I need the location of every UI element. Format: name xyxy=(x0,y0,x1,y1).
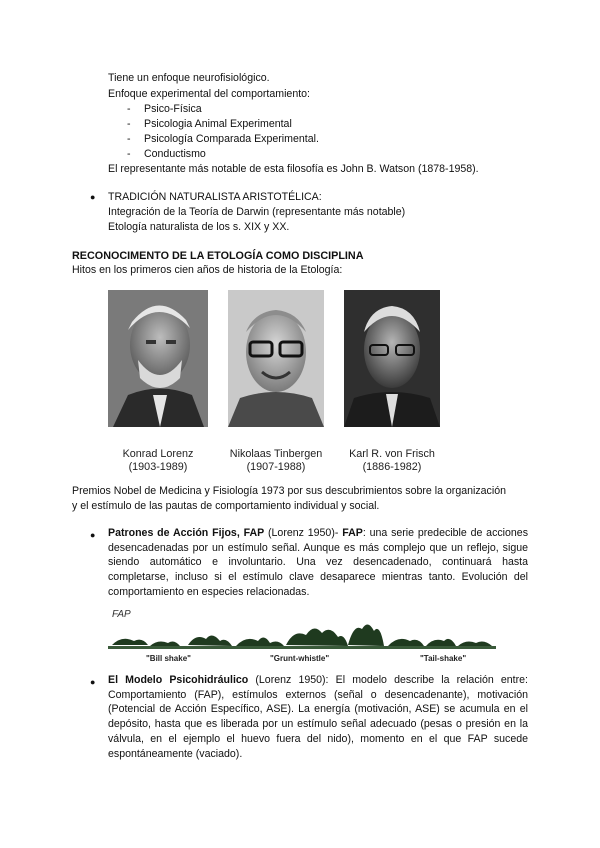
behavior-label-2: "Grunt-whistle" xyxy=(270,654,330,663)
subitem-4: Conductismo xyxy=(144,148,206,160)
tradition-title: TRADICIÓN NATURALISTA ARISTOTÉLICA: xyxy=(108,191,322,203)
fap-duck-figure xyxy=(108,619,496,653)
intro-line-1: Tiene un enfoque neurofisiológico. xyxy=(108,72,270,84)
nobel-line-1: Premios Nobel de Medicina y Fisiología 1973 por sus descubrimientos sobre la organización xyxy=(72,485,506,497)
intro-line-2: Enfoque experimental del comportamiento: xyxy=(108,88,310,100)
photo-karl-von-frisch xyxy=(344,290,440,427)
model-text: (Lorenz 1950): El modelo describe la relación entre: Comportamiento (FAP), estímulos externos (señal o desencadenante), motivación (Potencial de Acción Específico, ASE). La energía (motivación, ASE) se acumula en el depósito, hasta que es liberada por un estímulo señal adecuado (pesas o presión en la válvula, en el ejemplo el huevo fuera del nido), momento en el que FAP sucede espontáneamente (vaciado). xyxy=(108,674,528,760)
photo-nikolaas-tinbergen xyxy=(228,290,324,427)
dash-marker: - xyxy=(127,148,131,160)
bullet-icon: ● xyxy=(90,530,96,540)
fap-text: : una serie predecible de acciones desencadenadas por un estímulo señal. Aunque es más complejo que un reflejo, sigue siendo automático e involuntario. Una vez desencadenado, continuará hasta completarse, incluso si el estímulo clave desaparece mientras tanto. Evolución del comportamiento en especies relacionadas. xyxy=(108,527,528,598)
model-title: El Modelo Psicohidráulico xyxy=(108,674,249,686)
section-heading: RECONOCIMENTO DE LA ETOLOGÍA COMO DISCIPLINA xyxy=(72,250,364,262)
caption-years-tinbergen: (1907-1988) xyxy=(246,461,306,473)
subitem-2: Psicologia Animal Experimental xyxy=(144,118,292,130)
bullet-icon: ● xyxy=(90,192,96,202)
section-subheading: Hitos en los primeros cien años de historia de la Etología: xyxy=(72,264,343,276)
fap-acronym: FAP xyxy=(342,527,363,539)
subitem-3: Psicología Comparada Experimental. xyxy=(144,133,319,145)
behavior-label-1: "Bill shake" xyxy=(146,654,191,663)
caption-name-frisch: Karl R. von Frisch xyxy=(349,448,435,460)
nobel-line-2: y el estímulo de las pautas de comportamiento individual y social. xyxy=(72,500,380,512)
behavior-label-3: "Tail-shake" xyxy=(420,654,467,663)
intro-line-3: El representante más notable de esta filosofía es John B. Watson (1878-1958). xyxy=(108,163,479,175)
caption-years-frisch: (1886-1982) xyxy=(362,461,422,473)
caption-years-lorenz: (1903-1989) xyxy=(128,461,188,473)
fap-ref: (Lorenz 1950)- xyxy=(264,527,343,539)
dash-marker: - xyxy=(127,103,131,115)
subitem-1: Psico-Física xyxy=(144,103,202,115)
fap-paragraph xyxy=(108,526,528,600)
tradition-line-2: Etología naturalista de los s. XIX y XX. xyxy=(108,221,290,233)
photo-konrad-lorenz xyxy=(108,290,208,427)
caption-name-tinbergen: Nikolaas Tinbergen xyxy=(229,448,323,460)
dash-marker: - xyxy=(127,133,131,145)
caption-name-lorenz: Konrad Lorenz xyxy=(122,448,194,460)
tradition-line-1: Integración de la Teoría de Darwin (representante más notable) xyxy=(108,206,406,218)
bullet-icon: ● xyxy=(90,677,96,687)
dash-marker: - xyxy=(127,118,131,130)
fap-figure-label: FAP xyxy=(112,609,131,620)
model-paragraph xyxy=(108,673,528,761)
fap-title: Patrones de Acción Fijos, FAP xyxy=(108,527,265,539)
